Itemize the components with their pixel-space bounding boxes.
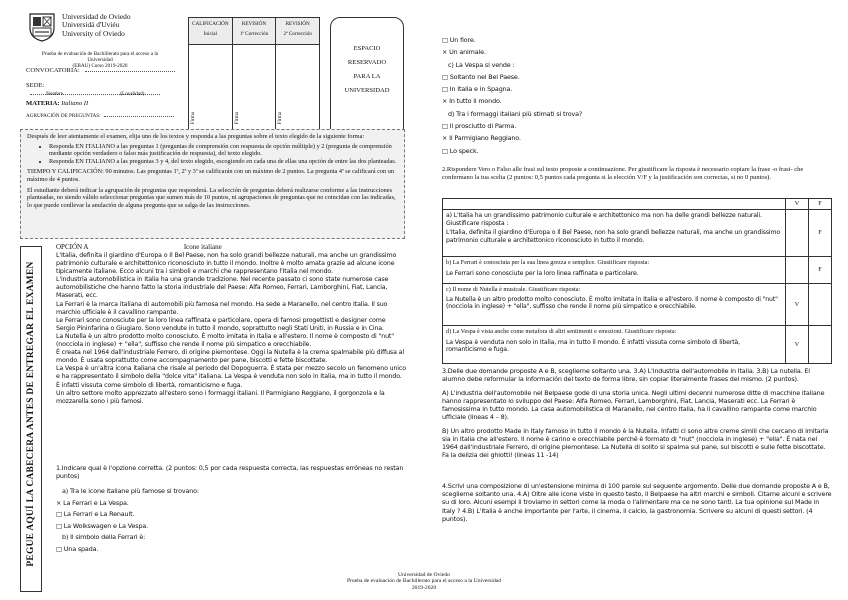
university-line: Universidá d'Uviéu bbox=[62, 20, 120, 30]
table-header-f: F bbox=[809, 199, 832, 210]
option-unchecked[interactable]: □ Soltanto nel Bel Paese. bbox=[442, 72, 520, 81]
v-cell[interactable] bbox=[786, 210, 809, 257]
table-cell-question bbox=[443, 326, 786, 364]
opcion-label: OPCIÓN A bbox=[56, 243, 89, 251]
f-cell[interactable] bbox=[809, 284, 832, 326]
reserved-space bbox=[330, 17, 404, 138]
table-row bbox=[443, 284, 832, 326]
option-checked[interactable]: × Un animale. bbox=[442, 48, 486, 57]
grading-header: REVISIÓN bbox=[285, 21, 310, 27]
footer bbox=[280, 572, 568, 591]
instructions-bullet: • Responda EN ITALIANO a las preguntas 3 y 4, del texto elegido, escogiendo en cada una de ellas una opción de entre las dos planteadas. bbox=[49, 158, 398, 166]
justification-text: Le Ferrari sono conosciute per la loro linea raffinata e particolare. bbox=[446, 269, 639, 277]
convocatoria-field[interactable] bbox=[26, 67, 176, 75]
materia-field bbox=[26, 100, 88, 108]
statement-text: a) L'Italia ha un grandissimo patrimonio culturale e architettonico ma non ha delle grandi bellezze naturali. Giustificare risposta : bbox=[446, 212, 762, 227]
question-text: d) Tra i formaggi italiani più stimati si trova? bbox=[448, 109, 583, 118]
exam-line: (EBAU) Curso 2019-2020 bbox=[72, 63, 128, 70]
justification-text: La Vespa è venduta non solo in Italia, ma in tutto il mondo. È infatti vissuta come simbolo di libertà, romanticismo e fuga. bbox=[446, 338, 740, 354]
answer-text: B) Un altro prodotto Made in Italy famoso in tutto il mondo è la Nutella. Infatti ci sono altre creme simili che cercano di imitarla sia in Italia che all'estero. Il nome è carino e orecchiabile perché è formato di "nut" (nocciola in inglese) + "ella". È nata nel 1964 dall'industriale Ferrero, di origine piemontese. La Nutella di solito si spalma sul pane, sui biscotti e sulle fette biscottate. Fa la delizia dei ghiotti! (lineas 11 -14) bbox=[442, 427, 829, 459]
reserved-line: ESPACIO bbox=[353, 45, 381, 52]
grading-cell[interactable] bbox=[276, 45, 319, 137]
option-checked[interactable]: × La Ferrari e La Vespa. bbox=[56, 498, 129, 507]
option-unchecked[interactable]: □ La Ferrari e La Renault. bbox=[56, 510, 135, 519]
question-text: 1.Indicare qual è l'opzione corretta. (2 puntos: 0,5 por cada respuesta correcta, las respuestas erróneas no restan puntos) bbox=[56, 464, 404, 481]
option-unchecked[interactable]: □ Una spada. bbox=[56, 544, 99, 553]
grading-header: REVISIÓN bbox=[241, 21, 267, 27]
grading-header: CALIFICACIÓN bbox=[192, 21, 229, 27]
text-paragraph: L'Italia, definita il giardino d'Europa o Il Bel Paese, non ha solo grandi bellezze naturali, ma anche un grandissimo patrimonio culturale e architettonico riconosciuto in tutto il mondo. Inoltre è molto amata grazie ad alcune icone tipicamente italiane. Ecco alcuni tra i simboli e marchi che rappresentano l'Italia nel mondo. bbox=[56, 252, 397, 276]
table-cell-question bbox=[443, 257, 786, 284]
question-text: b) Il simbolo della Ferrari è: bbox=[62, 533, 146, 542]
option-unchecked[interactable]: □ Il prosciutto di Parma. bbox=[442, 122, 517, 131]
grading-table bbox=[188, 17, 320, 138]
v-cell[interactable] bbox=[786, 257, 809, 284]
instructions-note: El estudiante deberá indicar la agrupación de preguntas que responderá. La selección de preguntas deberá realizarse conforme a las instrucciones planteadas, no siendo válido seleccionar preguntas que sumen más de 10 puntos, ni agrupaciones de preguntas que no coincidan con las indicadas, lo que puede conllevar la anulación de alguna pregunta que se salga de las instrucciones. bbox=[27, 186, 396, 209]
table-row bbox=[443, 257, 832, 284]
grading-header-row bbox=[189, 18, 319, 45]
question-text: 4.Scrivi una composizione di un'estensione minima di 100 parole sul seguente argomento. Delle due domande proposte A e B, sceglierne soltanto una. 4.A) Oltre alle icone viste in questo testo, il Belpaese ha altri marchi e simboli. Citarne alcuni e scrivere su di loro. Alcuni esempi li troviamo in settori come la moda o l'alimentare ma ce ne sono tanti. La tua opinione sul Made in Italy ? 4.B) L'Italia è anche importante per l'arte, il cinema, il calcio, la gastronomia. Scrivere su alcuni di questi settori. (4 puntos). bbox=[442, 482, 832, 523]
reserved-line: RESERVADO bbox=[347, 59, 387, 66]
true-false-table bbox=[442, 198, 832, 364]
grading-subheader: Inicial bbox=[203, 31, 217, 38]
reading-text bbox=[56, 252, 406, 406]
option-unchecked[interactable]: □ La Wolkswagen e La Vespa. bbox=[56, 521, 149, 530]
grading-cell[interactable] bbox=[189, 45, 233, 137]
v-cell[interactable]: V bbox=[786, 284, 809, 326]
statement-text: b) La Ferrari è conosciuta per la sua linea grezza e semplice. Giustificare risposta: bbox=[446, 259, 650, 266]
crest-icon bbox=[28, 12, 56, 42]
opcion-a-header bbox=[56, 243, 406, 251]
statement-text: c) Il nome di Nutella è musicale. Giustificare risposta: bbox=[446, 286, 581, 293]
answer-text: A) L'industria dell'automobile nel Belpaese gode di una storia unica. Negli ultimi decenni numerose ditte di macchine italiane hanno rappresentato lo sviluppo del Paese: Alfa Romeo, Ferrari, Lamborghini, Fiat, Lancia, Maserati ecc. La Ferrari è famosissima in tutto mondo. La casa automobilistica di Maranello, nel centro Italia, ha il cavallino rampante come marchio ufficiale (lineas 4 – 8). bbox=[442, 389, 825, 421]
q4-block bbox=[442, 482, 832, 523]
text-paragraph: L'industria automobilistica in Italia ha una grande tradizione. Nel recente passato ci sono state numerose case automobilistiche che hanno fatto la storia industriale del Paese: Alfa Romeo, Ferrari, Lamborghini, Fiat, Lancia, Maserati, ecc. bbox=[56, 276, 389, 300]
q3-block bbox=[442, 367, 832, 459]
q1-intro bbox=[56, 464, 406, 480]
question-text: 3.Delle due domande proposte A e B, sceglierne soltanto una. 3.A) L'industria dell'automobile in Italia. 3.B) La nutella. El alumno debe reformular la información del texto de forma libre, sin copiar literalmente frases del mismo. (2 puntos). bbox=[442, 367, 810, 383]
firma-label: Firma bbox=[233, 111, 240, 125]
justification-text: La Nutella è un altro prodotto molto conosciuto. È molto imitata in Italia e all'estero. Il nome è composto di "nut" (nocciola in inglese) + "ella", suffisso che rende il nome più simpatico e orecchiabile. bbox=[446, 295, 778, 311]
instructions-time: TIEMPO Y CALIFICACIÓN: 90 minutos. Las preguntas 1ª, 2ª y 3ª se calificarán con un máximo de 2 puntos. La pregunta 4ª se calificará con un máximo de 4 puntos. bbox=[27, 168, 395, 183]
option-unchecked[interactable]: □ Lo speck. bbox=[442, 146, 479, 155]
v-cell[interactable]: V bbox=[786, 326, 809, 364]
footer-line: Universidad de Oviedo bbox=[398, 572, 450, 578]
question-text: 2.Rispondere Vero o Falso alle frasi sul testo proposte a continuazione. Per giustificare la risposta è necessario copiare la frase -o frasi- che confermano la tua scelta (2 puntos: 0,5 puntos cada pregunta si la elección V/F y la justificación son correctas, si no 0 puntos). bbox=[442, 166, 804, 181]
text-paragraph: La Vespa è un'altra icona italiana che risale al periodo del Dopoguerra. È stata per mezzo secolo un fenomeno unico e ha rappresentato il simbolo della "dolce vita" italiana. La Vespa è venduta non solo in Italia, ma in tutto il mondo. È infatti vissuta come simbolo di libertà, romanticismo e fuga. bbox=[56, 365, 406, 389]
statement-text: d) La Vespa è vista anche come metafora di altri sentimenti e emozioni. Giustificare risposta: bbox=[446, 328, 677, 335]
header-paste-strip bbox=[20, 246, 42, 592]
table-row bbox=[443, 326, 832, 364]
text-paragraph: È creata nel 1964 dall'industriale Ferrero, di origine piemontese. Oggi la Nutella è la crema spalmabile più diffusa al mondo. È usata soprattutto come accompagnamento per pane, biscotti e fette biscottate. bbox=[56, 349, 404, 365]
agrupacion-label: AGRUPACIÓN DE PREGUNTAS: bbox=[26, 113, 101, 119]
university-line: Universidad de Oviedo bbox=[62, 12, 131, 21]
grading-subheader: 1ª Corrección bbox=[239, 31, 269, 38]
instructions-bullet: • Responda EN ITALIANO a las preguntas 1 (preguntas de comprensión con respuesta de opción múltiple) y 2 (pregunta de comprensión mediante opción verdadero o falso más justificación de respuesta), del texto elegido. bbox=[49, 143, 398, 158]
materia-value: Italiano II bbox=[61, 100, 89, 107]
grading-subheader: 2ª Corrección bbox=[283, 31, 312, 38]
university-name bbox=[62, 13, 131, 38]
grading-cell[interactable] bbox=[233, 45, 277, 137]
text-paragraph: Un altro settore molto apprezzato all'estero sono i formaggi italiani. Il Parmigiano Reggiano, il gorgonzola e la mozzarella sono i più famosi. bbox=[56, 389, 385, 405]
question-text: a) Tra le icone italiane più famose si trovano: bbox=[62, 487, 199, 495]
grading-body-row bbox=[189, 45, 319, 137]
grading-col bbox=[233, 18, 277, 44]
footer-line: 2019-2020 bbox=[411, 584, 437, 591]
instructions-box bbox=[20, 129, 405, 239]
f-cell[interactable]: F bbox=[809, 210, 832, 257]
text-paragraph: La Ferrari è la marca italiana di automobili più famosa nel mondo. Ha sede a Maranello, nel centro Italia. Il suo marchio ufficiale è il cavallino rampante. bbox=[56, 300, 388, 316]
university-line: University of Oviedo bbox=[62, 28, 125, 38]
justification-text: L'Italia, definita il giardino d'Europa o Il Bel Paese, non ha solo grandi bellezze naturali, ma anche un grandissimo patrimonio culturale e architettonico riconosciuto in tutto il mondo. bbox=[446, 229, 781, 244]
table-header-cell bbox=[443, 199, 786, 210]
q2-intro bbox=[442, 166, 832, 182]
f-cell[interactable] bbox=[809, 326, 832, 364]
text-title: Icone italiane bbox=[183, 243, 222, 251]
exam-line: Prueba de evaluación de Bachillerato para el acceso a la Universidad bbox=[41, 51, 159, 64]
footer-line: Prueba de evaluación de Bachillerato para el acceso a la Universidad bbox=[346, 578, 502, 585]
table-cell-question bbox=[443, 210, 786, 257]
sede-sublabels bbox=[46, 91, 145, 97]
grading-col bbox=[276, 18, 319, 44]
university-logo bbox=[28, 12, 56, 42]
firma-label: Firma bbox=[190, 111, 197, 125]
option-checked[interactable]: × In tutto il mondo. bbox=[442, 97, 502, 106]
option-unchecked[interactable]: □ In Italia e in Spagna. bbox=[442, 85, 513, 94]
sede-label: SEDE: bbox=[26, 82, 45, 89]
option-unchecked[interactable]: □ Un fiore. bbox=[442, 36, 476, 44]
reserved-line: PARA LA bbox=[353, 73, 381, 80]
materia-label: MATERIA: bbox=[26, 100, 60, 107]
table-header-v: V bbox=[786, 199, 809, 210]
option-checked[interactable]: × Il Parmigiano Reggiano. bbox=[442, 134, 521, 143]
q1-a bbox=[56, 486, 406, 556]
firma-label: Firma bbox=[277, 111, 284, 125]
text-paragraph: La Nutella è un altro prodotto molto conosciuto. È molto imitata in Italia e all'estero. Il nome è composto di "nut" (nocciola in inglese) + "ella", suffisso che rende il nome più simpatico e orecchiabile. bbox=[56, 332, 394, 349]
text-paragraph: Le Ferrari sono conosciute per la loro linea raffinata e particolare, opera di famosi progettisti e designer come Sergio Pininfarina o Giugiaro. Sono vendute in tutto il mondo, soprattutto negli Stati Uniti, in Russia e in Cina. bbox=[56, 316, 386, 332]
table-row bbox=[443, 210, 832, 257]
table-header-row bbox=[443, 199, 832, 210]
side-text: PEGUE AQUÍ LA CABECERA ANTES DE ENTREGAR EL EXAMEN bbox=[26, 261, 36, 567]
question-text: c) La Vespa si vende : bbox=[448, 60, 515, 69]
agrupacion-field[interactable] bbox=[26, 113, 184, 119]
sede-sublabel: Nombre bbox=[46, 91, 63, 97]
grading-col bbox=[189, 18, 233, 44]
table-cell-question bbox=[443, 284, 786, 326]
q1-continued bbox=[442, 34, 832, 157]
instructions-intro: Después de leer atentamente el examen, elija uno de los textos y responda a las preguntas sobre el texto elegido de la siguiente forma: bbox=[27, 133, 365, 140]
f-cell[interactable]: F bbox=[809, 257, 832, 284]
convocatoria-label: CONVOCATORIA: bbox=[26, 67, 80, 74]
reserved-line: UNIVERSIDAD bbox=[344, 87, 390, 94]
sede-sublabel: (Localidad) bbox=[120, 91, 145, 97]
